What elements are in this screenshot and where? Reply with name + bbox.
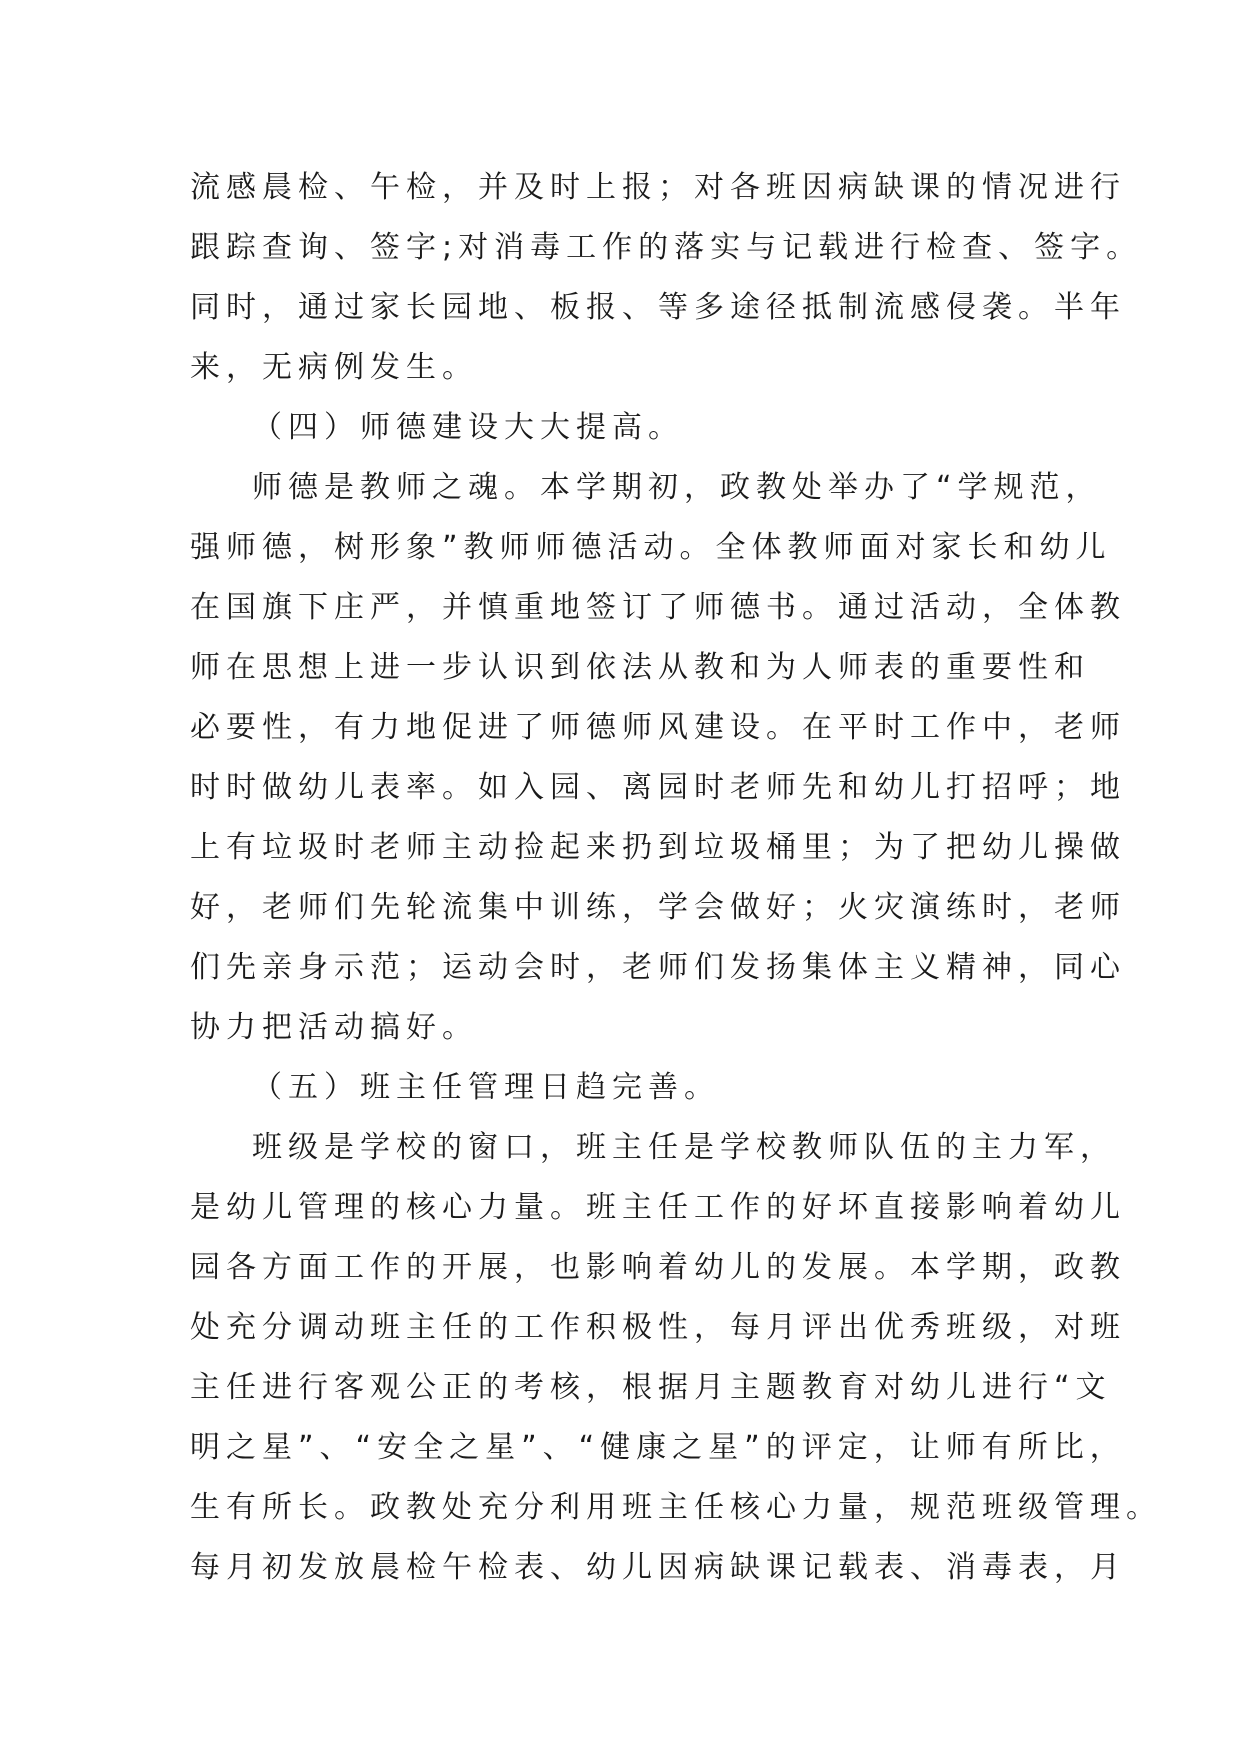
text-line: 来，无病例发生。 bbox=[190, 350, 478, 385]
text-line: 每月初发放晨检午检表、幼儿因病缺课记载表、消毒表，月 bbox=[190, 1550, 1126, 1585]
text-line: 强师德，树形象”教师师德活动。全体教师面对家长和幼儿 bbox=[190, 530, 1112, 565]
text-line: 主任进行客观公正的考核，根据月主题教育对幼儿进行“文 bbox=[190, 1370, 1112, 1405]
text-line: 师在思想上进一步认识到依法从教和为人师表的重要性和 bbox=[190, 650, 1090, 685]
text-line: 在国旗下庄严，并慎重地签订了师德书。通过活动，全体教 bbox=[190, 590, 1126, 625]
text-line: 生有所长。政教处充分利用班主任核心力量，规范班级管理。 bbox=[190, 1490, 1162, 1525]
text-line: 班级是学校的窗口，班主任是学校教师队伍的主力军， bbox=[252, 1130, 1116, 1165]
text-line: 们先亲身示范；运动会时，老师们发扬集体主义精神，同心 bbox=[190, 950, 1126, 985]
text-line: 上有垃圾时老师主动捡起来扔到垃圾桶里；为了把幼儿操做 bbox=[190, 830, 1126, 865]
text-line: 明之星”、“安全之星”、“健康之星”的评定，让师有所比， bbox=[190, 1430, 1126, 1465]
text-line: 流感晨检、午检，并及时上报；对各班因病缺课的情况进行 bbox=[190, 170, 1126, 205]
text-line: 时时做幼儿表率。如入园、离园时老师先和幼儿打招呼；地 bbox=[190, 770, 1126, 805]
text-line: 处充分调动班主任的工作积极性，每月评出优秀班级，对班 bbox=[190, 1310, 1126, 1345]
text-line: 跟踪查询、签字;对消毒工作的落实与记载进行检查、签字。 bbox=[190, 230, 1143, 265]
text-line: 园各方面工作的开展，也影响着幼儿的发展。本学期，政教 bbox=[190, 1250, 1126, 1285]
section-heading: （四）师德建设大大提高。 bbox=[252, 410, 684, 445]
text-line: 必要性，有力地促进了师德师风建设。在平时工作中，老师 bbox=[190, 710, 1126, 745]
text-line: 好，老师们先轮流集中训练，学会做好；火灾演练时，老师 bbox=[190, 890, 1126, 925]
text-line: 同时，通过家长园地、板报、等多途径抵制流感侵袭。半年 bbox=[190, 290, 1126, 325]
document-body bbox=[190, 158, 1162, 1598]
section-heading: （五）班主任管理日趋完善。 bbox=[252, 1070, 720, 1105]
text-line: 师德是教师之魂。本学期初，政教处举办了“学规范， bbox=[252, 470, 1102, 505]
text-line: 是幼儿管理的核心力量。班主任工作的好坏直接影响着幼儿 bbox=[190, 1190, 1126, 1225]
text-line: 协力把活动搞好。 bbox=[190, 1010, 478, 1045]
